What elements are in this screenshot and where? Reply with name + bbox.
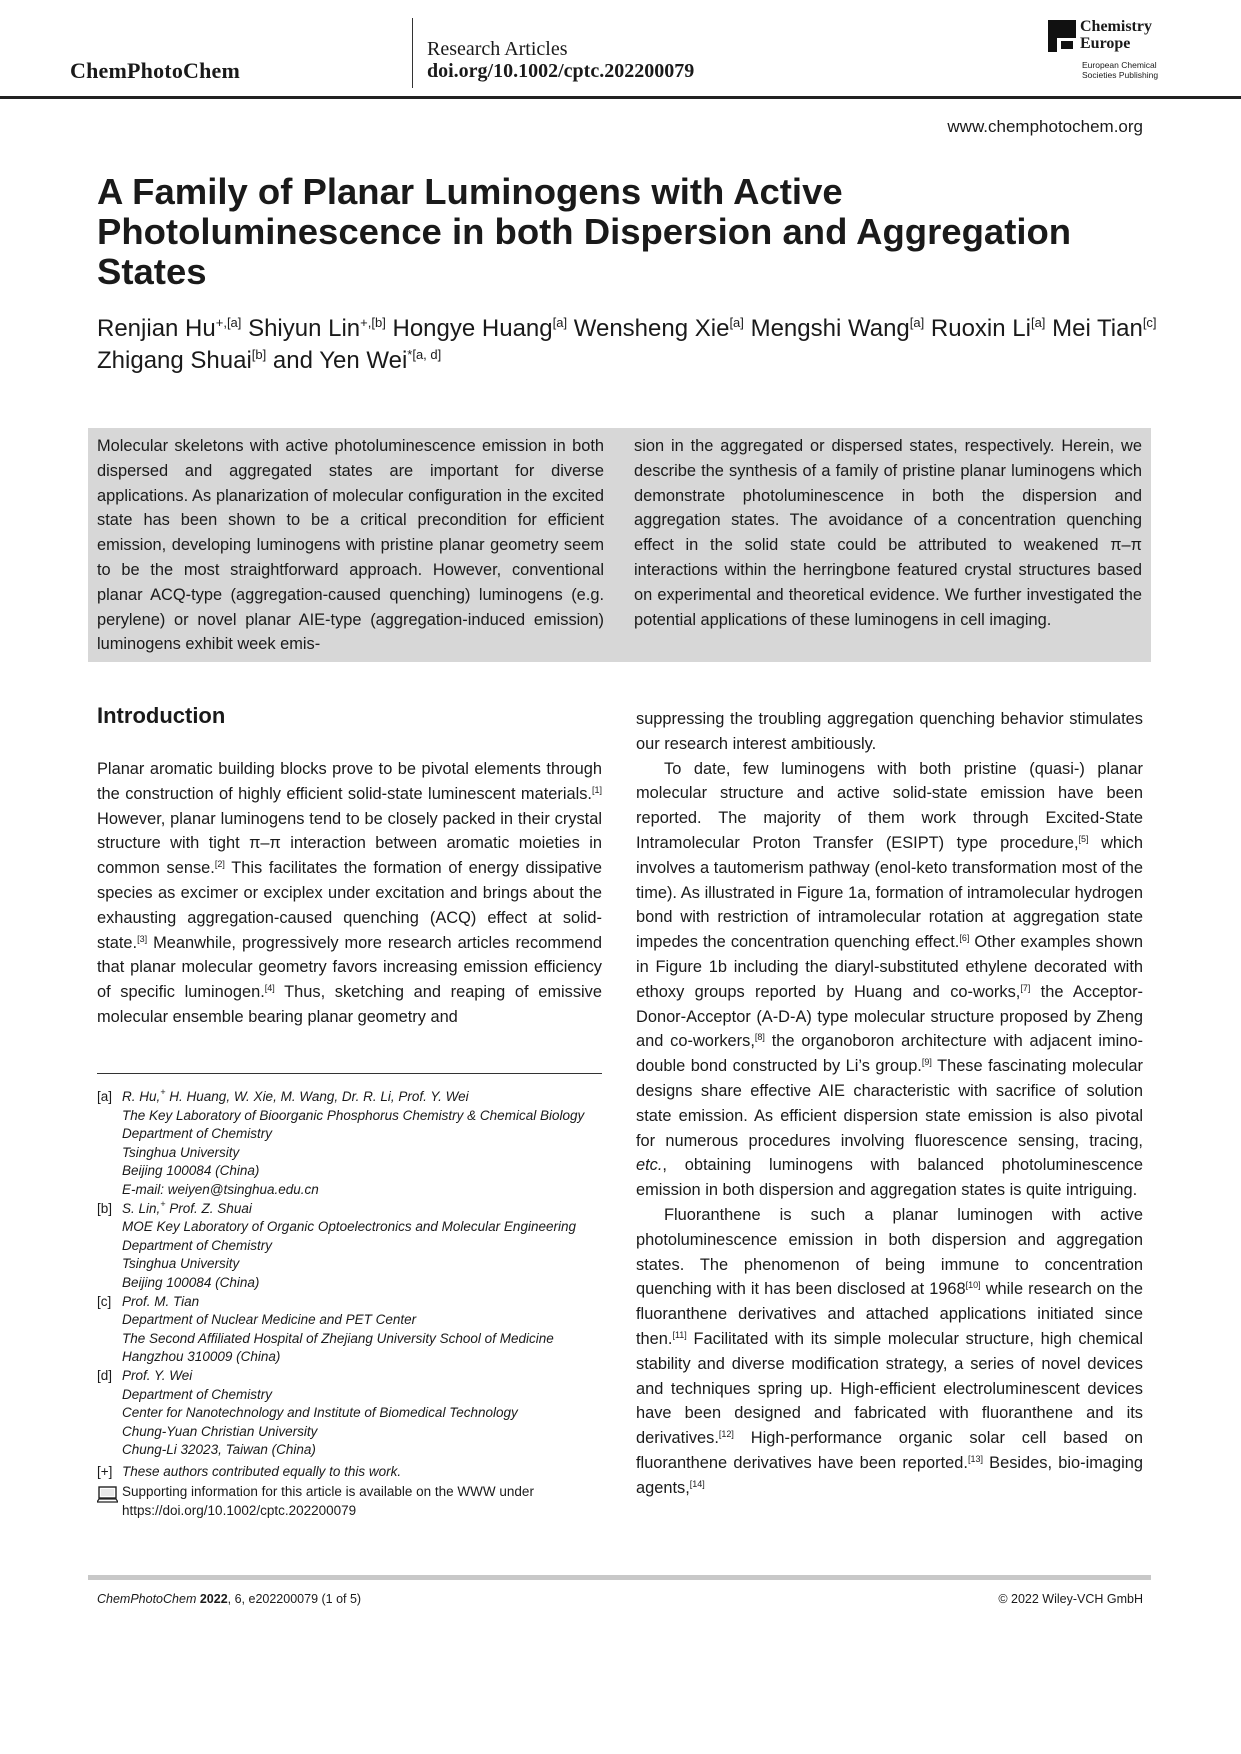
equal-mark: + bbox=[160, 1198, 166, 1209]
abstract-box bbox=[88, 428, 1151, 662]
citation-ref: [12] bbox=[718, 1429, 734, 1440]
text-run: Planar aromatic building blocks prove to be pivotal elements through the construction of highly efficient solid-state luminescent materials. bbox=[97, 760, 602, 803]
body-column-left bbox=[97, 757, 602, 1030]
equal-contribution-note bbox=[97, 1463, 602, 1482]
affiliation-c bbox=[97, 1293, 602, 1367]
citation-ref: [14] bbox=[689, 1478, 705, 1489]
affiliation-tag: [d] bbox=[97, 1367, 113, 1383]
affiliation-names: H. Huang, W. Xie, M. Wang, Dr. R. Li, Prof. Y. Wei bbox=[165, 1089, 469, 1104]
affiliation-line: Chung-Yuan Christian University bbox=[122, 1423, 318, 1439]
paragraph bbox=[636, 757, 1143, 1203]
text-run: These fascinating molecular designs share effective AIE characteristic with sacrifice of solution state emission. As efficient dispersion state emission is also pivotal for numerous procedures involving fluorescence sensing, tracing, bbox=[636, 1057, 1143, 1150]
introduction-heading: Introduction bbox=[97, 703, 226, 728]
citation-ref: [4] bbox=[264, 983, 275, 994]
footer-citation bbox=[97, 1592, 361, 1606]
equal-contribution-text: These authors contributed equally to this work. bbox=[122, 1463, 402, 1479]
author bbox=[97, 315, 241, 342]
footer-year: 2022 bbox=[199, 1592, 228, 1606]
brand-line-2: Europe bbox=[1080, 35, 1131, 52]
affiliation-tag: [c] bbox=[97, 1293, 112, 1309]
affiliation-line: Center for Nanotechnology and Institute of Biomedical Technology bbox=[122, 1405, 518, 1421]
website-link[interactable]: www.chemphotochem.org bbox=[947, 117, 1143, 136]
doi-link[interactable]: doi.org/10.1002/cptc.202200079 bbox=[427, 60, 695, 82]
author-affiliation-mark: [a] bbox=[729, 315, 744, 330]
text-run: , obtaining luminogens with balanced photoluminescence emission in both dispersion and aggregation states is quite intriguing. bbox=[636, 1156, 1143, 1200]
paragraph bbox=[97, 757, 602, 1030]
text-run: which involves a tautomerism pathway (enol-keto transformation most of the time). As illustrated in Figure 1a, formation of intramolecular hydrogen bond with restriction of intramolecular rotation at aggregation state impedes the concentration quenching effect. bbox=[636, 833, 1143, 952]
header-rule bbox=[0, 96, 1241, 99]
author bbox=[97, 347, 266, 374]
citation-ref: [13] bbox=[967, 1453, 983, 1464]
author-affiliation-mark: *[a, d] bbox=[407, 347, 442, 362]
affiliation-line: Chung-Li 32023, Taiwan (China) bbox=[122, 1442, 316, 1458]
footer-copyright: © 2022 Wiley-VCH GmbH bbox=[998, 1592, 1143, 1606]
author-name: Wensheng Xie bbox=[573, 315, 730, 342]
citation-ref: [11] bbox=[672, 1329, 687, 1340]
text-run: Thus, sketching and reaping of emissive molecular ensemble bearing planar geometry and bbox=[97, 983, 602, 1026]
abstract-column-1: Molecular skeletons with active photoluminescence emission in both dispersed and aggregated states are important for diverse applications. As planarization of molecular configuration in the excited state has been shown to be a critical precondition for efficient emission, developing luminogens with pristine planar geometry seem to be the most straightforward approach. However, conventional planar ACQ-type (aggregation-caused quenching) luminogens (e.g. perylene) or novel planar AIE-type (aggregation-induced emission) luminogens exhibit week emis- bbox=[97, 437, 604, 654]
affiliation-line: Beijing 100084 (China) bbox=[122, 1163, 260, 1179]
body-column-right bbox=[636, 707, 1143, 1501]
citation-ref: [8] bbox=[754, 1032, 765, 1043]
affiliation-line: Tsinghua University bbox=[122, 1256, 240, 1272]
section-label: Research Articles bbox=[427, 38, 568, 60]
affiliation-names: Prof. M. Tian bbox=[122, 1293, 200, 1309]
paragraph bbox=[636, 1203, 1143, 1501]
affiliation-line: MOE Key Laboratory of Organic Optoelectronics and Molecular Engineering bbox=[122, 1219, 576, 1235]
author-name: Shiyun Lin bbox=[248, 315, 361, 342]
author-name: Renjian Hu bbox=[97, 315, 216, 342]
author-name: Hongye Huang bbox=[392, 315, 553, 342]
author bbox=[248, 315, 386, 342]
text-run: However, planar luminogens tend to be closely packed in their crystal structure with tight π–π interaction between aromatic moieties in common sense. bbox=[97, 809, 602, 878]
citation-ref: [7] bbox=[1020, 982, 1031, 993]
affiliations bbox=[97, 1088, 602, 1521]
header-divider bbox=[412, 18, 413, 88]
citation-ref: [1] bbox=[591, 784, 602, 795]
footnote-rule bbox=[97, 1073, 602, 1074]
author bbox=[574, 315, 744, 342]
equal-tag: [+] bbox=[97, 1463, 113, 1479]
author bbox=[393, 315, 568, 342]
footer-rule bbox=[88, 1575, 1151, 1580]
author bbox=[319, 347, 441, 374]
author-affiliation-mark: [c] bbox=[1142, 315, 1157, 330]
author-affiliation-mark: [a] bbox=[552, 315, 568, 330]
affiliation-names: Prof. Y. Wei bbox=[122, 1367, 193, 1383]
equal-mark: + bbox=[160, 1087, 166, 1097]
author-affiliation-mark: [a] bbox=[1030, 315, 1046, 330]
author-name: Yen Wei bbox=[319, 347, 408, 374]
text-run: Other examples shown in Figure 1b including the diaryl-substituted ethylene decorated with ethoxy groups reported by Huang and co-works, bbox=[636, 933, 1143, 1001]
author-name: Ruoxin Li bbox=[930, 315, 1031, 342]
author-affiliation-mark: [a] bbox=[909, 315, 925, 330]
text-run: while research on the fluoranthene derivatives and attached applications initiated since then. bbox=[636, 1280, 1143, 1348]
affiliation-line: Hangzhou 310009 (China) bbox=[122, 1349, 281, 1365]
author bbox=[751, 315, 925, 342]
affiliation-line: E-mail: weiyen@tsinghua.edu.cn bbox=[122, 1181, 319, 1197]
abstract-column-2: sion in the aggregated or dispersed states, respectively. Herein, we describe the synthesis of a family of pristine planar luminogens which demonstrate photoluminescence in both the dispersion and aggregation states. The avoidance of a concentration quenching effect in the solid state could be attributed to weakened π–π interactions within the herringbone featured crystal structures based on experimental and theoretical evidence. We further investigated the potential applications of these luminogens in cell imaging. bbox=[634, 437, 1142, 629]
chemistry-europe-logo-icon bbox=[1048, 20, 1076, 52]
footer-journal: ChemPhotoChem bbox=[97, 1592, 197, 1606]
text-run: the Acceptor-Donor-Acceptor (A-D-A) type molecular structure proposed by Zheng and co-workers, bbox=[636, 982, 1143, 1051]
affiliation-tag: [a] bbox=[97, 1089, 113, 1104]
text-run: This facilitates the formation of energy dissipative species as excimer or exciplex under excitation and brings about the exhausting aggregation-caused quenching (ACQ) effect at solid-state. bbox=[97, 859, 602, 952]
citation-ref: [2] bbox=[214, 859, 225, 870]
affiliation-tag: [b] bbox=[97, 1200, 113, 1216]
affiliation-line: Tsinghua University bbox=[122, 1144, 240, 1160]
affiliation-names: Prof. Z. Shuai bbox=[165, 1200, 252, 1216]
author bbox=[931, 315, 1046, 342]
emphasis: etc. bbox=[636, 1156, 663, 1175]
supporting-info-note bbox=[97, 1483, 602, 1520]
affiliation-d bbox=[97, 1367, 602, 1460]
author-affiliation-mark: +,[b] bbox=[360, 315, 386, 330]
affiliation-line: Department of Nuclear Medicine and PET Center bbox=[122, 1312, 417, 1328]
affiliation-line: The Key Laboratory of Bioorganic Phosphorus Chemistry & Chemical Biology bbox=[122, 1107, 585, 1123]
citation-ref: [6] bbox=[959, 933, 970, 944]
supporting-info-text: Supporting information for this article is available on the WWW under https://doi.org/10.1002/cptc.202200079 bbox=[122, 1484, 534, 1519]
affiliation-line: The Second Affiliated Hospital of Zhejiang University School of Medicine bbox=[122, 1330, 554, 1346]
paragraph: suppressing the troubling aggregation quenching behavior stimulates our research interest ambitiously. bbox=[636, 710, 1143, 753]
text-run: Meanwhile, progressively more research articles recommend that planar molecular geometry favors increasing emission efficiency of specific luminogen. bbox=[97, 933, 602, 1002]
author bbox=[1052, 315, 1156, 342]
affiliation-line: Department of Chemistry bbox=[122, 1386, 273, 1402]
brand-sub-2: Societies Publishing bbox=[1082, 70, 1159, 80]
citation-ref: [3] bbox=[137, 933, 148, 944]
author-list: Renjian $Hu^{+,[a]}$ Shiyun Lin$^{+,[b]}$ Hongye Huang[a] Wensheng Xie[a] Mengshi Wang[a] Ruoxin Li[a] Mei Tian[c] Zhigang Shuai[b] and Yen Wei$^{*[a, d]}$ bbox=[97, 315, 1157, 374]
text-run: Facilitated with its simple molecular structure, high chemical stability and diverse modification strategy, a series of novel devices and techniques spring up. High-efficient electroluminescent devices have been designed and fabricated with fluoranthene and its derivatives. bbox=[636, 1329, 1143, 1448]
citation-ref: [5] bbox=[1078, 833, 1089, 844]
brand-line-1: Chemistry bbox=[1080, 18, 1152, 35]
text-run: Fluoranthene is such a planar luminogen with active photoluminescence emission in both dispersion and aggregation states. The phenomenon of being immune to concentration quenching with it has been disclosed at 1968 bbox=[636, 1205, 1143, 1299]
text-run: To date, few luminogens with both pristine (quasi-) planar molecular structure and active solid-state emission have been reported. The majority of them work through Excited-State Intramolecular Proton Transfer (ESIPT) type procedure, bbox=[636, 759, 1143, 852]
text-run: High-performance organic solar cell based on fluoranthene derivatives have been reported. bbox=[636, 1429, 1143, 1472]
author-affiliation-mark: [b] bbox=[251, 347, 267, 362]
footer-citation-rest: , 6, e202200079 (1 of 5) bbox=[227, 1592, 362, 1606]
brand-sub-1: European Chemical bbox=[1082, 60, 1157, 70]
affiliation-line: Department of Chemistry bbox=[122, 1126, 273, 1142]
text-run: Besides, bio-imaging agents, bbox=[636, 1453, 1143, 1497]
affiliation-names: R. Hu, bbox=[122, 1089, 161, 1104]
journal-name: ChemPhotoChem bbox=[70, 58, 241, 83]
affiliation-names: S. Lin, bbox=[122, 1200, 161, 1216]
author-name: Mei Tian bbox=[1052, 315, 1143, 342]
affiliation-b bbox=[97, 1200, 602, 1293]
citation-ref: [10] bbox=[965, 1280, 981, 1291]
citation-ref: [9] bbox=[921, 1057, 932, 1068]
computer-icon bbox=[97, 1486, 118, 1504]
affiliation-a bbox=[97, 1088, 602, 1200]
affiliation-line: Beijing 100084 (China) bbox=[122, 1274, 260, 1290]
author-name: Zhigang Shuai bbox=[97, 347, 252, 374]
author-affiliation-mark: +,[a] bbox=[215, 315, 242, 330]
article-title: A Family of Planar Luminogens with Active Photoluminescence in both Dispersion and Aggregation States bbox=[97, 171, 1072, 292]
affiliation-line: Department of Chemistry bbox=[122, 1237, 273, 1253]
text-run: the organoboron architecture with adjacent imino-double bond constructed by Li’s group. bbox=[636, 1032, 1143, 1076]
author-name: Mengshi Wang bbox=[750, 315, 910, 342]
